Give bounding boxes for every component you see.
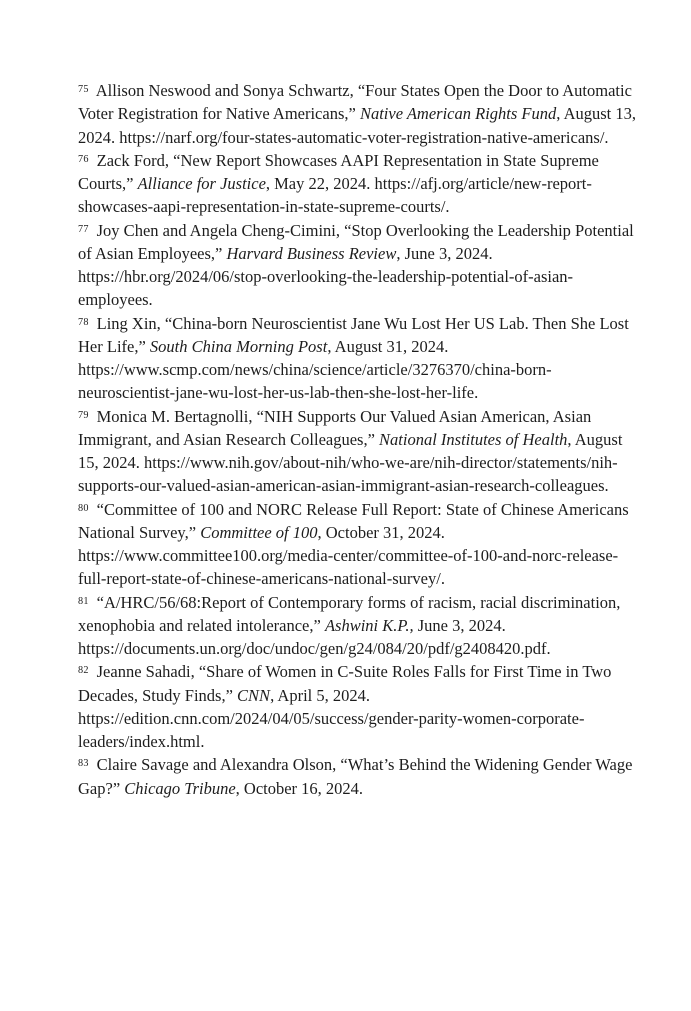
footnote-number: 83 — [78, 758, 89, 770]
citation-url: https://narf.org/four-states-automatic-voter-registration-native-americans/. — [119, 127, 609, 147]
citation-text: , August 15, 2024. — [78, 429, 623, 472]
citation-text: Joy Chen and Angela Cheng-Cimini, “Stop Overlooking the Leadership Potential of Asian Employees,” — [78, 220, 634, 263]
footnote-number: 76 — [78, 153, 89, 165]
citation-url: https://edition.cnn.com/2024/04/05/success/gender-parity-women-corporate-leaders/index.html. — [78, 708, 585, 751]
footnote — [78, 405, 644, 498]
citation-text: Allison Neswood and Sonya Schwartz, “Four States Open the Door to Automatic Voter Registration for Native Americans,” — [78, 81, 632, 124]
publication-name: National Institutes of Health — [379, 429, 568, 449]
publication-name: Alliance for Justice — [137, 174, 266, 193]
citation-text: , October 16, 2024. — [235, 778, 364, 798]
footnote-number: 80 — [78, 502, 89, 514]
citation-text: Ling Xin, “China-born Neuroscientist Jane Wu Lost Her US Lab. Then She Lost Her Life,” — [78, 313, 629, 356]
footnote — [78, 79, 644, 149]
citation-text: , October 31, 2024. — [317, 522, 445, 542]
citation-text: , August 13, 2024. — [78, 104, 637, 147]
citation-text: Zack Ford, “New Report Showcases AAPI Representation in State Supreme Courts,” — [78, 150, 599, 193]
footnote-number: 82 — [78, 665, 89, 677]
footnote-number: 79 — [78, 409, 89, 421]
footnote-list — [78, 79, 644, 800]
publication-name: South China Morning Post — [149, 336, 328, 356]
citation-text: “Committee of 100 and NORC Release Full Report: State of Chinese Americans National Survey,” — [78, 499, 629, 542]
footnote — [78, 219, 644, 312]
publication-name: Native American Rights Fund — [359, 104, 557, 124]
footnote-number: 75 — [78, 84, 89, 96]
footnote-number: 77 — [78, 223, 89, 235]
citation-url: https://www.scmp.com/news/china/science/article/3276370/china-born-neuroscientist-jane-wu-lost-her-us-lab-then-she-lost-her-life. — [78, 360, 552, 403]
citation-url: https://documents.un.org/doc/undoc/gen/g24/084/20/pdf/g2408420.pdf. — [78, 639, 551, 658]
footnote-number: 81 — [78, 595, 89, 607]
publication-name: Chicago Tribune — [124, 778, 236, 798]
footnote — [78, 312, 644, 405]
citation-text: , May 22, 2024. — [265, 174, 375, 193]
publication-name: Committee of 100 — [200, 522, 318, 542]
citation-url: https://www.nih.gov/about-nih/who-we-are/nih-director/statements/nih-supports-our-valued-asian-american-asian-immigrant-asian-research-colleagues. — [78, 453, 618, 496]
citation-text: Monica M. Bertagnolli, “NIH Supports Our Valued Asian American, Asian Immigrant, and Asian Research Colleagues,” — [78, 406, 592, 449]
footnote — [78, 660, 644, 753]
publication-name: Harvard Business Review — [226, 243, 397, 263]
publication-name: CNN — [237, 685, 271, 705]
citation-text: , August 31, 2024. — [327, 336, 449, 356]
footnote — [78, 591, 644, 661]
footnote-number: 78 — [78, 316, 89, 328]
citation-url: https://hbr.org/2024/06/stop-overlooking-the-leadership-potential-of-asian-employees. — [78, 267, 574, 310]
publication-name: Ashwini K.P., — [324, 615, 414, 635]
footnote — [78, 753, 644, 800]
footnote — [78, 498, 644, 591]
citation-text: Jeanne Sahadi, “Share of Women in C-Suite Roles Falls for First Time in Two Decades, Study Finds,” — [78, 662, 612, 705]
citation-url: https://afj.org/article/new-report-showcases-aapi-representation-in-state-supreme-courts/. — [78, 174, 592, 217]
citation-text: Claire Savage and Alexandra Olson, “What’s Behind the Widening Gender Wage Gap?” — [78, 755, 633, 798]
citation-text: “A/HRC/56/68:Report of Contemporary forms of racism, racial discrimination, xenophobia and related intolerance,” — [78, 592, 621, 635]
citation-url: https://www.committee100.org/media-center/committee-of-100-and-norc-release-full-report-state-of-chinese-americans-national-survey/. — [78, 546, 619, 589]
citation-text: , June 3, 2024. — [396, 243, 493, 263]
citation-text: , April 5, 2024. — [270, 685, 370, 705]
citation-text: June 3, 2024. — [413, 615, 506, 635]
footnote — [78, 149, 644, 219]
